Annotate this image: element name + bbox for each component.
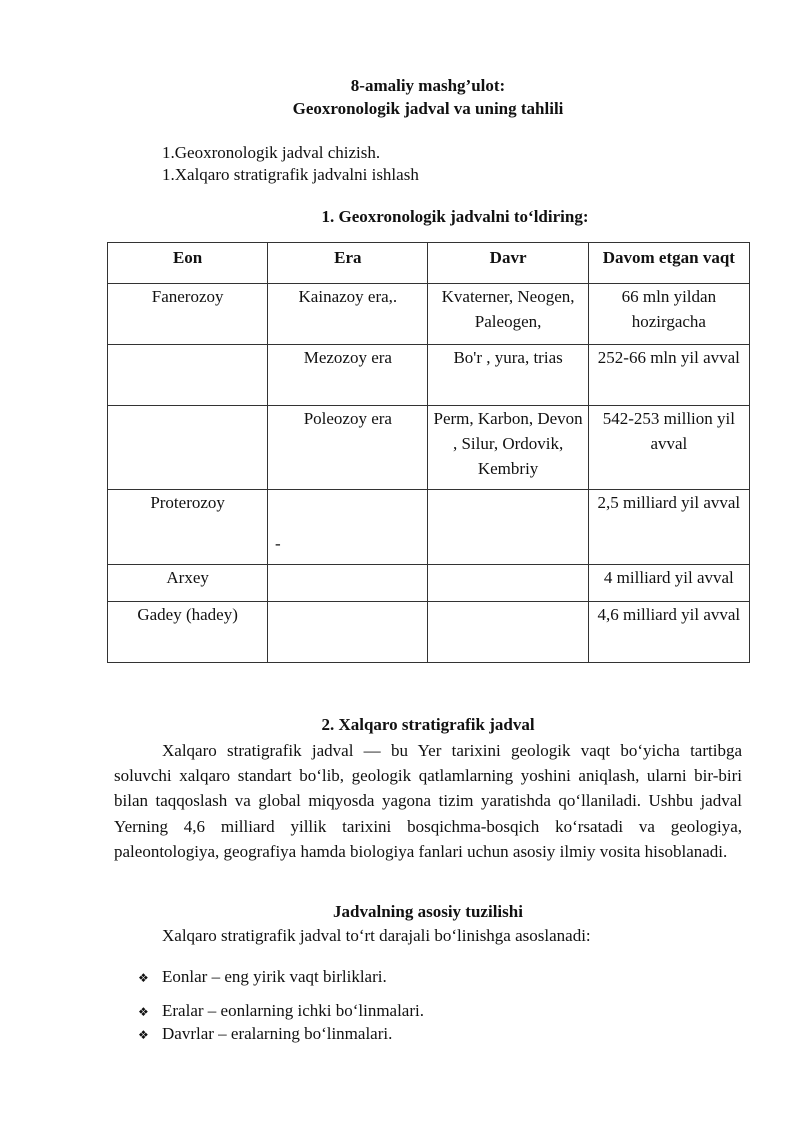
table-header-duration: Davom etgan vaqt [588, 243, 749, 284]
section2-heading: 2. Xalqaro stratigrafik jadval [321, 715, 535, 734]
table-row [108, 490, 750, 565]
list-item-text: Davrlar – eralarning boʻlinmalari. [162, 1024, 393, 1043]
section2-paragraph: Xalqaro stratigrafik jadval — bu Yer tarixini geologik vaqt boʻyicha tartibga soluvchi xalqaro standart boʻlib, geologik qatlamlarning yoshini aniqlash, ularni bir-biri bilan taqqoslash va global miqyosda yagona tizim yaratishda qoʻllaniladi. Ushbu jadval Yerning 4,6 milliard yillik tarixini bosqichma-bosqich koʻrsatadi va geologiya, paleontologiya, geografiya hamda biologiya fanlari uchun asosiy ilmiy vosita hisoblanadi. [114, 741, 742, 861]
section2-subheading: Jadvalning asosiy tuzilishi [333, 902, 523, 921]
table-cell: Kvaterner, Neogen, Paleogen, [428, 284, 588, 345]
table-cell [268, 565, 428, 602]
list-item [138, 1024, 392, 1044]
task-item: 1.Geoxronologik jadval chizish. [162, 143, 381, 162]
table-cell [108, 406, 268, 490]
table-cell: Poleozoy era [268, 406, 428, 490]
table-cell: Proterozoy [108, 490, 268, 565]
geochronology-table [107, 242, 750, 663]
table-row [108, 565, 750, 602]
table-cell [108, 345, 268, 406]
section1-heading: 1. Geoxronologik jadvalni toʻldiring: [321, 207, 589, 226]
dash-mark: - [275, 534, 281, 553]
table-row [108, 345, 750, 406]
table-cell: Gadey (hadey) [108, 602, 268, 663]
page-title-line2: Geoxronologik jadval va uning tahlili [292, 99, 564, 118]
table-header-row [108, 243, 750, 284]
table-cell: 2,5 milliard yil avval [588, 490, 749, 565]
table-cell [268, 490, 428, 565]
diamond-bullet-icon: ❖ [138, 1005, 149, 1019]
table-row [108, 406, 750, 490]
table-header-era: Era [268, 243, 428, 284]
table-row [108, 284, 750, 345]
table-header-eon: Eon [108, 243, 268, 284]
table-cell: 4,6 milliard yil avval [588, 602, 749, 663]
section2-intro: Xalqaro stratigrafik jadval toʻrt darajali boʻlinishga asoslanadi: [162, 926, 591, 945]
list-item [138, 967, 387, 987]
table-cell: 4 milliard yil avval [588, 565, 749, 602]
table-header-davr: Davr [428, 243, 588, 284]
list-item [138, 1001, 424, 1021]
table-cell [428, 602, 588, 663]
diamond-bullet-icon: ❖ [138, 971, 149, 985]
table-cell [428, 565, 588, 602]
table-cell: Perm, Karbon, Devon , Silur, Ordovik, Kembriy [428, 406, 588, 490]
diamond-bullet-icon: ❖ [138, 1028, 149, 1042]
table-cell: Bo'r , yura, trias [428, 345, 588, 406]
table-cell: 66 mln yildan hozirgacha [588, 284, 749, 345]
table-cell: 252-66 mln yil avval [588, 345, 749, 406]
table-cell: Kainazoy era,. [268, 284, 428, 345]
table-cell [268, 602, 428, 663]
task-item: 1.Xalqaro stratigrafik jadvalni ishlash [162, 165, 419, 184]
page-title-line1: 8-amaliy mashg’ulot: [350, 76, 506, 95]
table-cell: Arxey [108, 565, 268, 602]
table-row [108, 602, 750, 663]
list-item-text: Eonlar – eng yirik vaqt birliklari. [162, 967, 387, 986]
table-cell: Mezozoy era [268, 345, 428, 406]
list-item-text: Eralar – eonlarning ichki boʻlinmalari. [162, 1001, 424, 1020]
table-cell: Fanerozoy [108, 284, 268, 345]
table-cell: 542-253 million yil avval [588, 406, 749, 490]
table-cell [428, 490, 588, 565]
